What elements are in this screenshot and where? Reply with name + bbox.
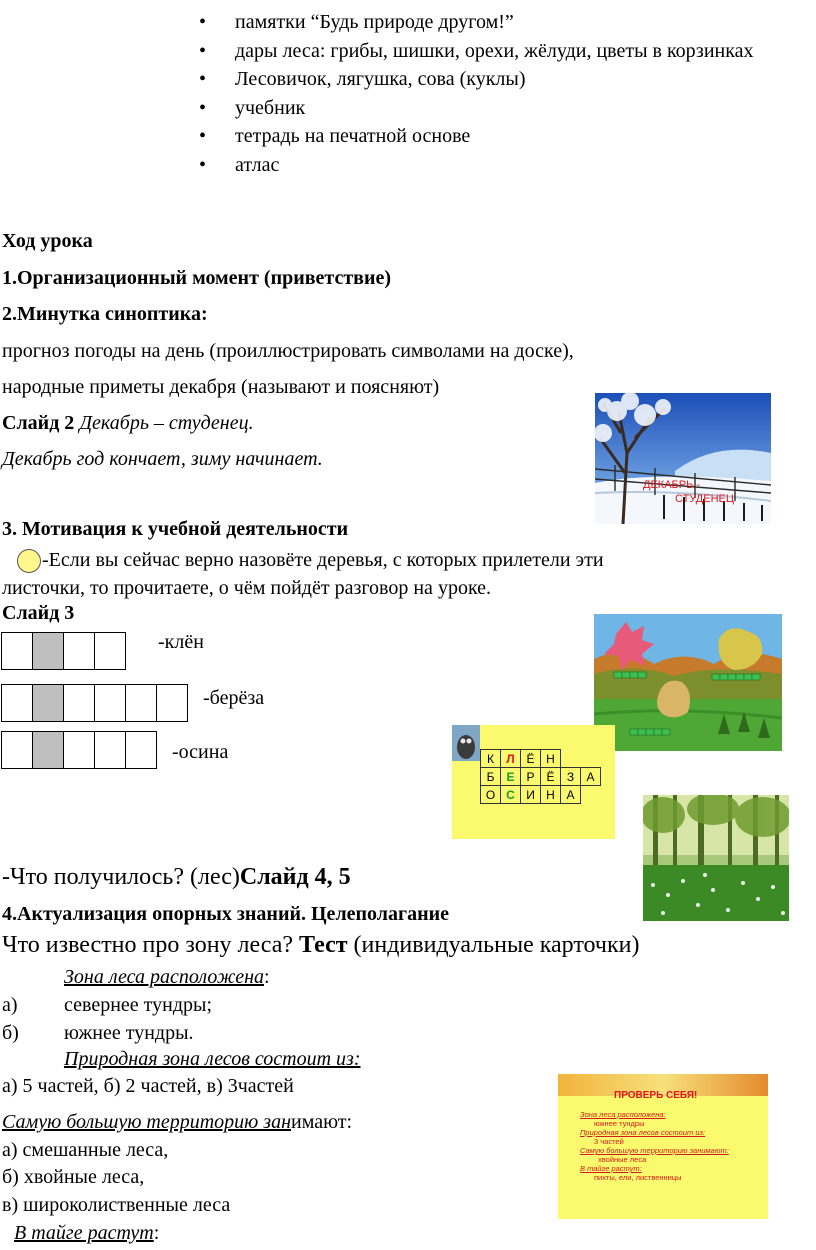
- forecast-line-2: народные приметы декабря (называют и поясняют): [2, 376, 440, 398]
- crossword-cell: И: [521, 786, 541, 804]
- autumn-leaves-slide-image: [594, 614, 782, 751]
- question-4-title: В тайге растут: [14, 1222, 154, 1244]
- q3-option-c: в) широколиственные леса: [2, 1194, 231, 1216]
- materials-item: • тетрадь на печатной основе: [197, 122, 797, 151]
- winter-slide-image: [595, 393, 771, 524]
- word-grid-osina: [1, 731, 157, 769]
- zone-question-line: [2, 931, 639, 959]
- crossword-cell: Р: [521, 768, 541, 786]
- crossword-grid: [480, 749, 601, 804]
- crossword-cell: Н: [541, 786, 561, 804]
- question-3-title-line: [2, 1110, 352, 1134]
- question-1-title-line: [64, 965, 270, 989]
- crossword-card: [452, 725, 615, 839]
- grid-cell-highlight: [33, 633, 64, 670]
- test-label: Тест: [299, 932, 348, 958]
- grid-cell: [2, 732, 33, 769]
- check-slide-body: [580, 1110, 765, 1182]
- grid-cell: [64, 633, 95, 670]
- slides-4-5-label: Слайд 4, 5: [239, 864, 351, 890]
- test-note: (индивидуальные карточки): [353, 932, 640, 958]
- grid-cell: [126, 685, 157, 722]
- slide-2-line: [2, 411, 254, 435]
- slide-2-text: Декабрь – студенец.: [79, 412, 254, 434]
- materials-item: • Лесовичок, лягушка, сова (куклы): [197, 65, 797, 94]
- forest-scene-illustration: [643, 795, 789, 921]
- materials-item: • учебник: [197, 94, 797, 123]
- check-line: Природная зона лесов состоит из:: [580, 1128, 706, 1137]
- slide-2-caption-1: ДЕКАБРЬ -: [643, 479, 701, 491]
- materials-item: • атлас: [197, 151, 797, 180]
- forest-spirit-icon: [452, 725, 480, 761]
- q1-a-text: севернее тундры;: [64, 994, 213, 1016]
- section-1-heading: 1.Организационный момент (приветствие): [2, 267, 392, 289]
- zone-question: Что известно про зону леса?: [2, 932, 294, 958]
- grid-cell: [2, 633, 33, 670]
- crossword-key-cell: С: [501, 786, 521, 804]
- check-yourself-slide: [558, 1074, 768, 1219]
- check-answer: пихты, ели, лиственницы: [594, 1173, 682, 1182]
- forecast-line-1: прогноз погоды на день (проиллюстрировать символами на доске),: [2, 340, 574, 362]
- materials-list: [197, 8, 797, 179]
- crossword-key-cell: Л: [501, 750, 521, 768]
- slide-2-label: Слайд 2: [2, 412, 75, 434]
- grid-cell: [2, 685, 33, 722]
- crossword-key-cell: Е: [501, 768, 521, 786]
- crossword-cell: Ё: [541, 768, 561, 786]
- q1-b-text: южнее тундры.: [64, 1022, 194, 1044]
- materials-item: • дары леса: грибы, шишки, орехи, жёлуди, цветы в корзинках: [197, 37, 755, 66]
- word-klen: -клён: [158, 631, 204, 653]
- q1-a-label: а): [2, 994, 18, 1016]
- crossword-cell: Ё: [521, 750, 541, 768]
- lesson-heading: Ход урока: [2, 230, 93, 252]
- question-3-title: Самую большую территорию зан: [2, 1111, 292, 1133]
- question-2-title: Природная зона лесов состоит из:: [64, 1048, 361, 1070]
- word-bereza: -берёза: [203, 687, 265, 709]
- grid-cell: [64, 685, 95, 722]
- q1-b-label: б): [2, 1022, 19, 1044]
- section-3-heading: 3. Мотивация к учебной деятельности: [2, 518, 349, 540]
- check-answer: южнее тундры: [594, 1119, 645, 1128]
- question-1-colon: :: [264, 966, 270, 988]
- q3-option-a: а) смешанные леса,: [2, 1139, 169, 1161]
- grid-cell: [95, 685, 126, 722]
- question-1-title: Зона леса расположена: [64, 966, 264, 988]
- result-line: [2, 863, 351, 891]
- question-3-title-rest: имают:: [291, 1111, 353, 1133]
- crossword-cell: А: [561, 786, 581, 804]
- grid-cell: [126, 732, 157, 769]
- check-line: Самую большую территорию занимают:: [580, 1146, 729, 1155]
- crossword-cell: Н: [541, 750, 561, 768]
- slide-2-caption-2: СТУДЕНЕЦ: [675, 493, 734, 505]
- check-slide-title: ПРОВЕРЬ СЕБЯ!: [614, 1090, 698, 1101]
- crossword-cell: А: [581, 768, 601, 786]
- slide-3-label: Слайд 3: [2, 602, 75, 624]
- proverb: Декабрь год кончает, зиму начинает.: [2, 448, 323, 470]
- yellow-circle-icon: [17, 549, 41, 573]
- forest-slide-image: [643, 795, 789, 921]
- grid-cell: [95, 732, 126, 769]
- section-2-heading: 2.Минутка синоптика:: [2, 303, 208, 325]
- grid-cell: [157, 685, 188, 722]
- crossword-cell: О: [481, 786, 501, 804]
- question-4-colon: :: [153, 1222, 160, 1244]
- crossword-cell: З: [561, 768, 581, 786]
- check-answer: хвойные леса: [598, 1155, 647, 1164]
- q3-option-b: б) хвойные леса,: [2, 1166, 145, 1188]
- materials-item: • памятки “Будь природе другом!”: [197, 8, 797, 37]
- word-grid-klen: [1, 632, 126, 670]
- motivation-line-1: -Если вы сейчас верно назовёте деревья, с которых прилетели эти: [42, 549, 604, 571]
- result-question: -Что получилось? (лес): [2, 864, 240, 890]
- grid-cell: [95, 633, 126, 670]
- question-4-title-line: [14, 1221, 159, 1245]
- question-2-answers: а) 5 частей, б) 2 частей, в) 3частей: [2, 1075, 294, 1097]
- owl-figure-icon: [452, 725, 480, 761]
- motivation-line-2: листочки, то прочитаете, о чём пойдёт разговор на уроке.: [2, 577, 492, 599]
- check-line: Зона леса расположена:: [580, 1110, 666, 1119]
- grid-cell-highlight: [33, 732, 64, 769]
- autumn-scene-illustration: [594, 614, 782, 751]
- grid-cell-highlight: [33, 685, 64, 722]
- grid-cell: [64, 732, 95, 769]
- crossword-cell: Б: [481, 768, 501, 786]
- word-osina: -осина: [172, 741, 229, 763]
- crossword-cell: К: [481, 750, 501, 768]
- check-answer: 3 частей: [594, 1137, 624, 1146]
- check-line: В тайге растут:: [580, 1164, 642, 1173]
- word-grid-bereza: [1, 684, 188, 722]
- section-4-heading: 4.Актуализация опорных знаний. Целеполагание: [2, 903, 450, 925]
